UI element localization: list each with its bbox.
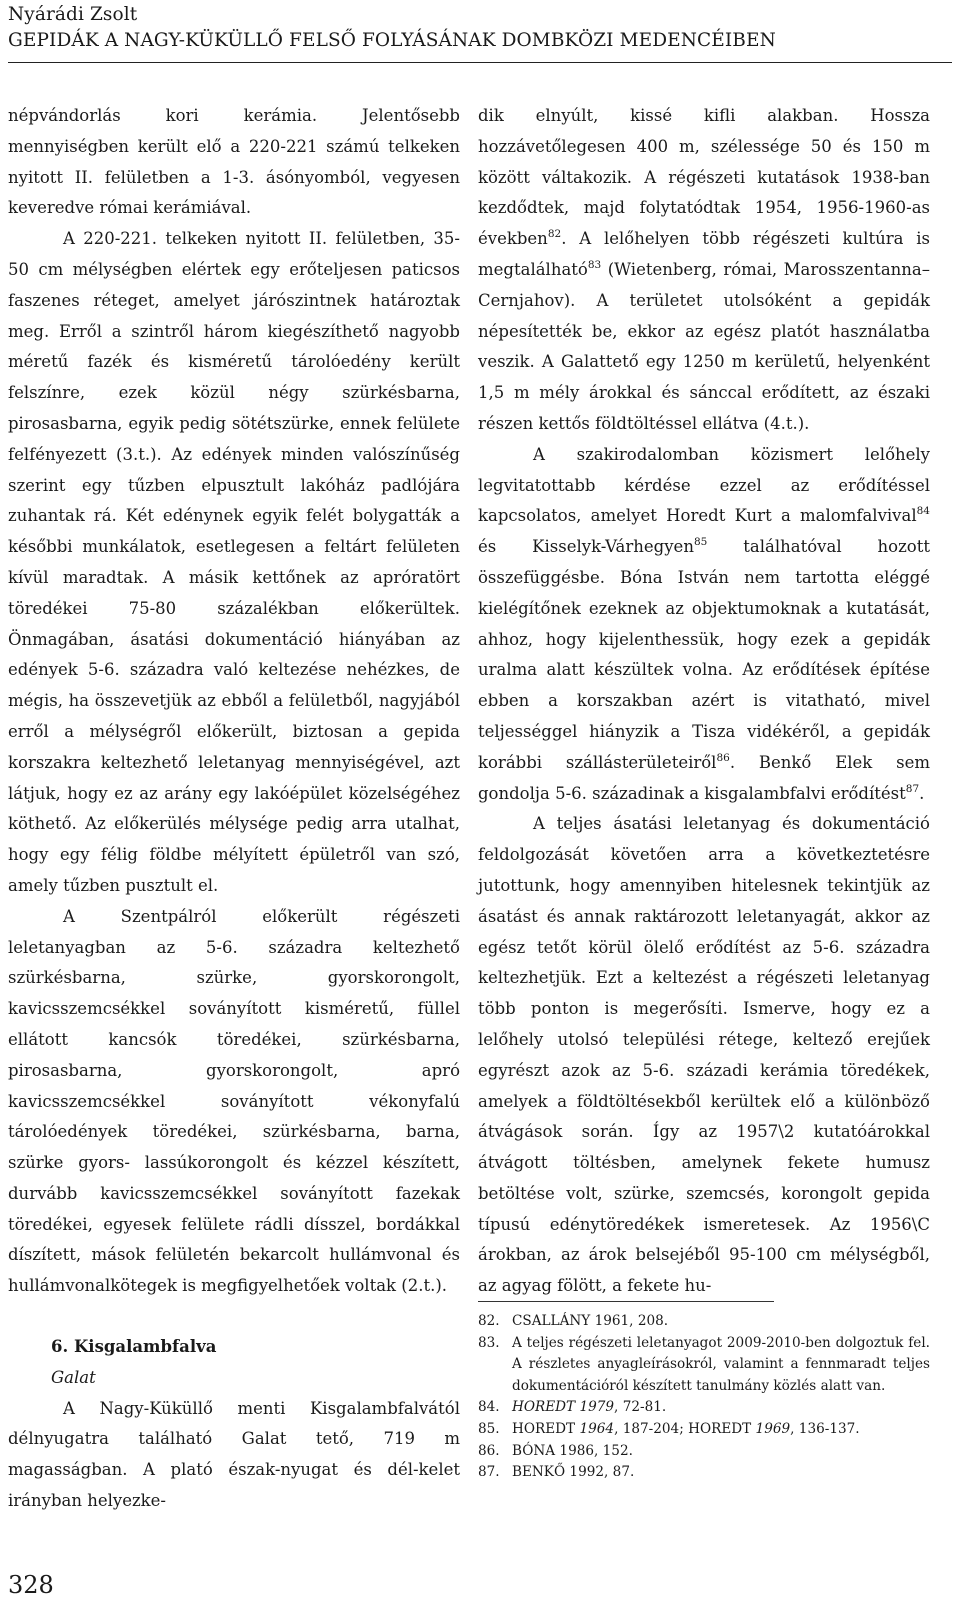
left-paragraph-4: A Nagy-Küküllő menti Kisgalambfalvától délnyugatra található Galat tető, 719 m magasságban. A plató észak-nyugat és dél-kelet irányban helyezke-	[8, 1398, 460, 1511]
footnote-italic-a: 1964	[579, 1420, 615, 1437]
right-p2-part-d: . Benkő Elek sem gondolja 5-6. századinak a kisgalambfalvi erődítést	[478, 752, 930, 803]
right-paragraph-2	[478, 440, 930, 810]
footnote-ref-85: 85	[693, 536, 708, 549]
footnote-rest: , 72-81.	[614, 1399, 667, 1416]
left-paragraph-2: A 220-221. telkeken nyitott II. felületben, 35-50 cm mélységben elértek egy erőteljesen paticsos faszenes réteget, amelyet járószintnek határoztak meg. Erről a szintről három kiegészíthető nagyobb méretű fazék és kisméretű tárolóedény került felszínre, ezek közül négy szürkésbarna, pirosasbarna, egyik pedig sötétszürke, ennek felülete felfényezett (3.t.). Az edények minden valószínűség szerint egy tűzben elpusztult lakóház padlójára zuhantak rá. Két edénynek egyik felét bolygatták a későbbi munkálatok, esetlegesen a feltárt felületen kívül maradtak. A másik kettőnek az apróratört töredékei 75-80 százalékban előkerültek. Önmagában, ásatási dokumentáció hiányában az edények 5-6. századra való keltezése nehézkes, de mégis, ha összevetjük az ebből a felületből, nagyjából erről a mélységről előkerült, biztosan a gepida korszakra keltezhető leletanyag mennyiségével, azt látjuk, hogy ez az arány egy lakóépület közelségéhez köthető. Az előkerülés mélysége pedig arra utalhat, hogy egy félig földbe mélyített épületről van szó, amely tűzben pusztult el.	[8, 229, 460, 895]
left-paragraph-1: népvándorlás kori kerámia. Jelentősebb mennyiségben került elő a 220-221 számú telkeken nyitott II. felületben a 1-3. ásónyomból, vegyesen keveredve római kerámiával.	[8, 106, 460, 218]
left-column	[8, 101, 460, 1517]
footnote-82	[478, 1311, 930, 1333]
header-author: Nyárádi Zsolt	[8, 4, 138, 25]
header-rule	[8, 62, 952, 63]
footnote-number: 86.	[478, 1442, 500, 1459]
footnote-ref-84: 84	[916, 505, 930, 518]
header-title: GEPIDÁK A NAGY-KÜKÜLLŐ FELSŐ FOLYÁSÁNAK DOMBKÖZI MEDENCÉIBEN	[8, 30, 776, 51]
right-p1-part-c: (Wietenberg, római, Marosszentanna–Cernjahov). A területet utolsóként a gepidák népesítették be, ekkor az egész platót használatba veszik. A Galattető egy 1250 m kerületű, helyenként 1,5 m mély árokkal és sánccal erődített, az északi részen kettős földtöltéssel ellátva (4.t.).	[478, 259, 930, 433]
footnote-text	[512, 1397, 930, 1419]
footnote-ref-87: 87	[905, 782, 920, 795]
footnote-number: 83.	[478, 1334, 500, 1351]
left-paragraph-3: A Szentpálról előkerült régészeti leletanyagban az 5-6. századra keltezhető szürkésbarna, szürke, gyorskorongolt, kavicsszemcsékkel soványított kisméretű, füllel ellátott kancsók töredékei, szürkésbarna, pirosasbarna, gyorskorongolt, apró kavicsszemcsékkel soványított vékonyfalú tárolóedények töredékei, szürkésbarna, barna, szürke gyors- lassúkorongolt és kézzel készített, durvább kavicsszemcsékkel soványított fazekak töredékei, egyesek felülete rádli dísszel, bordákkal díszített, mások felületén bekarcolt hullámvonal és hullámvonalkötegek is megfigyelhetőek voltak (2.t.).	[8, 906, 460, 1296]
footnote-text: CSALLÁNY 1961, 208.	[512, 1313, 669, 1329]
footnote-number: 84.	[478, 1399, 500, 1416]
footnote-85	[478, 1419, 930, 1441]
footnote-number: 85.	[478, 1420, 500, 1437]
footnote-part-a: HOREDT	[512, 1420, 580, 1437]
page-number: 328	[8, 1571, 54, 1599]
footnote-number: 82.	[478, 1313, 500, 1329]
section-title: 6. Kisgalambfalva	[51, 1337, 217, 1357]
footnotes	[478, 1311, 930, 1484]
footnote-italic: HOREDT 1979	[512, 1399, 615, 1416]
footnote-part-b: , 187-204; HOREDT	[614, 1420, 756, 1437]
footnote-ref-82: 82	[547, 228, 562, 241]
footnote-text	[512, 1419, 930, 1441]
right-p2-part-b: és Kisselyk-Várhegyen	[478, 537, 694, 557]
footnote-text: BENKŐ 1992, 87.	[512, 1464, 635, 1481]
footnote-86	[478, 1441, 930, 1463]
running-header	[8, 2, 948, 54]
footnote-text: A teljes régészeti leletanyagot 2009-2010-ben dolgoztuk fel. A részletes anyagleírásokról, valamint a fennmaradt teljes dokumentációról készített tanulmány közlés alatt van.	[512, 1334, 930, 1394]
right-paragraph-1	[478, 101, 930, 440]
right-p2-part-e: .	[919, 783, 925, 803]
footnote-84	[478, 1397, 930, 1419]
right-column	[478, 101, 930, 1302]
footnote-italic-b: 1969	[755, 1420, 791, 1437]
right-p1-part-b: . A lelőhelyen több régészeti kultúra is megtalálható	[478, 229, 930, 279]
footnote-part-c: , 136-137.	[790, 1420, 860, 1437]
footnote-ref-83: 83	[587, 258, 602, 271]
footnote-rule	[478, 1301, 774, 1302]
footnote-ref-86: 86	[716, 751, 730, 764]
footnote-83	[478, 1333, 930, 1398]
right-p2-part-a: A szakirodalomban közismert lelőhely legvitatottabb kérdése ezzel az erődítéssel kapcsolatos, amelyet Horedt Kurt a malomfalvival	[478, 444, 930, 526]
right-p1-part-a: dik elnyúlt, kissé kifli alakban. Hossza hozzávetőlegesen 400 m, szélessége 50 és 150 m között váltakozik. A régészeti kutatások 1938-ban kezdődtek, majd folytatódtak 1954, 1956-1960-as években	[478, 106, 930, 249]
footnote-text: BÓNA 1986, 152.	[512, 1442, 633, 1459]
section-subtitle: Galat	[51, 1367, 96, 1387]
right-p2-part-c: találhatóval hozott összefüggésbe. Bóna István nem tartotta eléggé kielégítőnek ezeknek az objektumoknak a kutatását, ahhoz, hogy kijelenthessük, hogy ezek a gepidák uralma alatt készültek volna. Az erődítések építése ebben a korszakban azért is vitatható, mivel teljességgel hiányzik a Tisza vidékéről, a gepidák korábbi szállásterületeiről	[478, 537, 930, 772]
footnote-number: 87.	[478, 1464, 500, 1481]
right-paragraph-3: A teljes ásatási leletanyag és dokumentáció feldolgozását követően arra a következtetésre jutottunk, hogy amennyiben hitelesnek tekintjük az ásatást és annak raktározott leletanyagát, akkor az egész tetőt körül ölelő erődítést az 5-6. századra keltezhetjük. Ezt a keltezést a régészeti leletanyag több ponton is megerősíti. Ismerve, hogy ez a lelőhely utolsó települési rétege, keltező erejűek egyrészt azok az 5-6. századi kerámia töredékek, amelyek a földtöltésekből kerültek elő a különböző átvágások során. Így az 1957\2 kutatóárokkal átvágott töltésben, amelynek fekete humusz betöltése volt, szürke, szemcsés, korongolt gepida típusú edénytöredékek ismeretesek. Az 1956\C árokban, az árok belsejéből 95-100 cm mélységből, az agyag fölött, a fekete hu-	[478, 814, 930, 1296]
footnote-87	[478, 1462, 930, 1484]
